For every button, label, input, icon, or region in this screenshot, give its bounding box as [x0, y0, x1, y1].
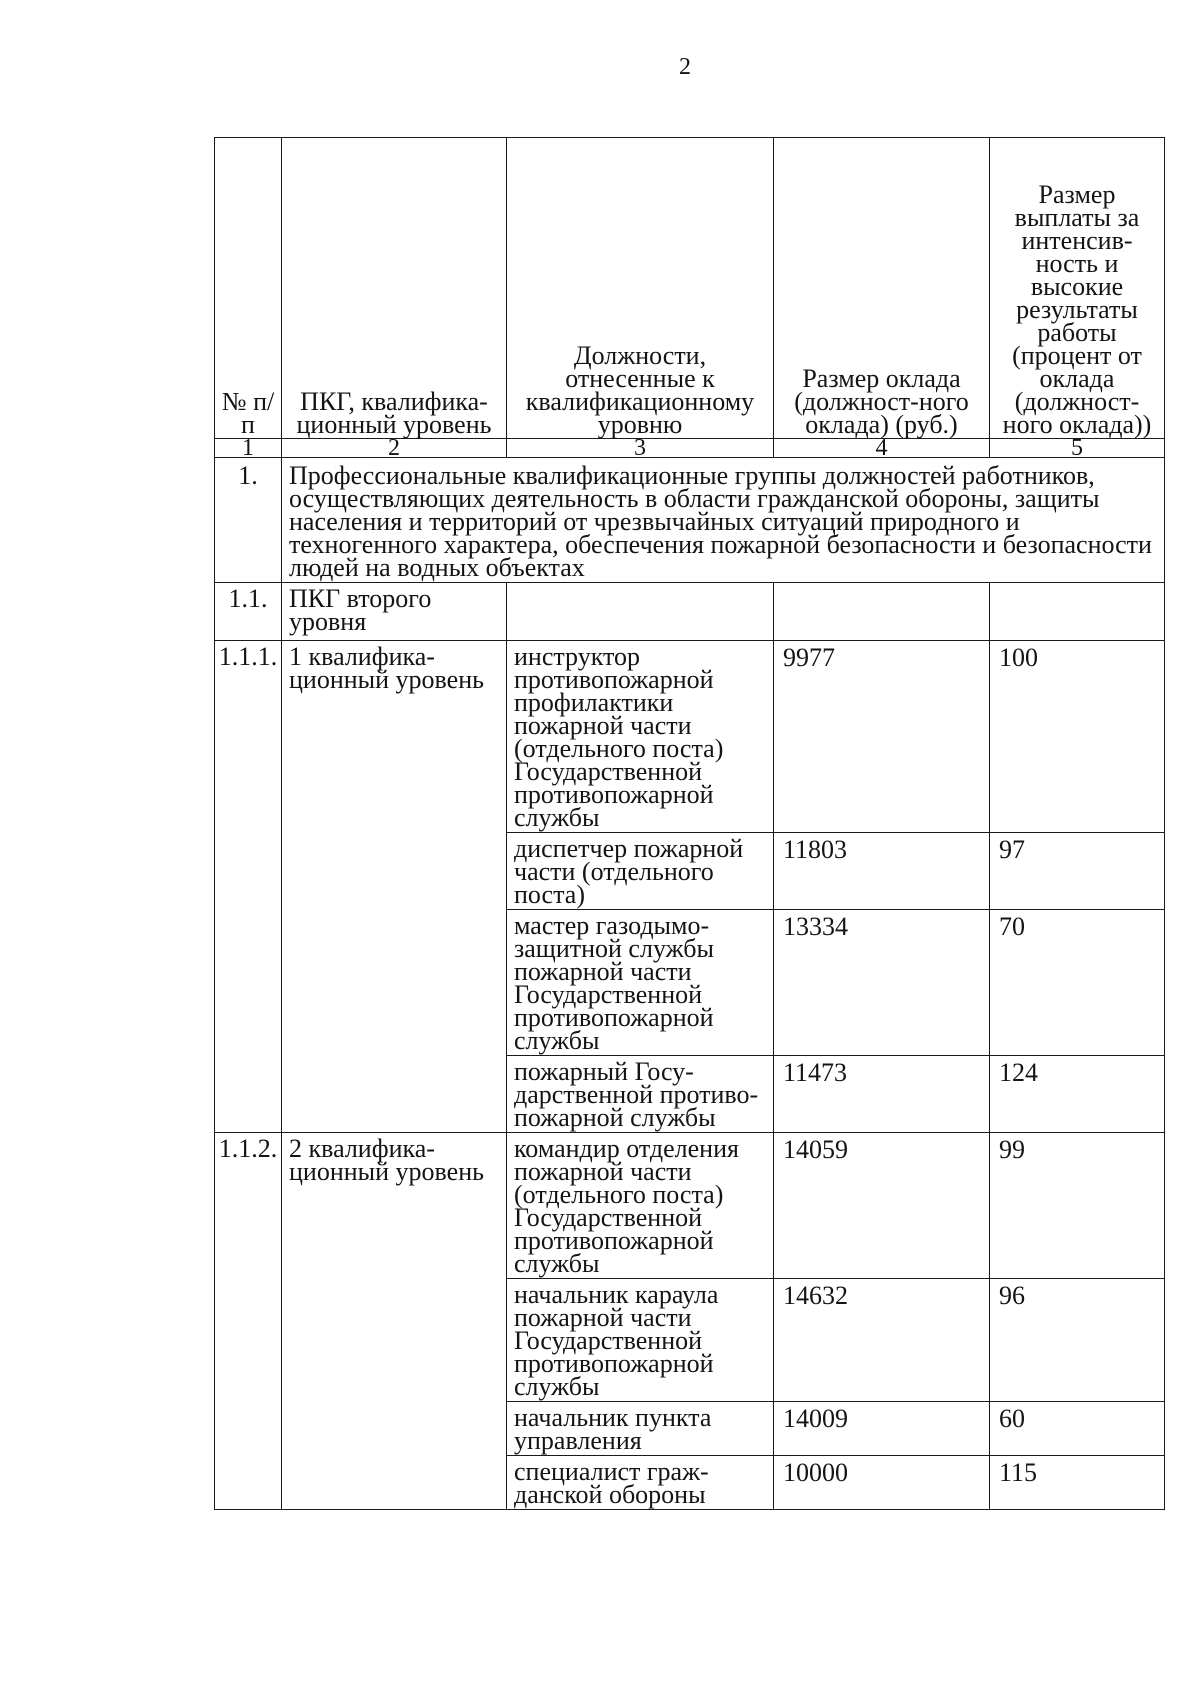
position-title: начальник караула пожарной части Государственной противопожарной службы	[507, 1279, 774, 1402]
level-number: 1.1.2.	[215, 1133, 282, 1510]
bonus-value: 70	[990, 910, 1165, 1056]
salary-value: 14059	[774, 1133, 990, 1279]
salary-value: 14009	[774, 1402, 990, 1456]
position-title: диспетчер пожарной части (отдельного поста)	[507, 833, 774, 910]
bonus-value: 115	[990, 1456, 1165, 1510]
header-number: № п/п	[215, 138, 282, 439]
empty-cell	[507, 583, 774, 641]
bonus-value: 96	[990, 1279, 1165, 1402]
bonus-value: 100	[990, 641, 1165, 833]
table-row	[215, 1133, 1165, 1279]
header-pkg-level: ПКГ, квалифика-ционный уровень	[282, 138, 507, 439]
bonus-value: 97	[990, 833, 1165, 910]
section-title: Профессиональные квалификационные группы должностей работников, осуществляющих деятельность в области гражданской обороны, защиты населения и территорий от чрезвычайных ситуаций природного и техногенного характера, обеспечения пожарной безопасности и безопасности людей на водных объектах	[282, 458, 1165, 583]
header-salary: Размер оклада (должност-ного оклада) (руб.)	[774, 138, 990, 439]
column-number: 5	[990, 439, 1165, 458]
salary-table-container	[214, 137, 1164, 1510]
level-name: 2 квалифика-ционный уровень	[282, 1133, 507, 1510]
salary-value: 14632	[774, 1279, 990, 1402]
group-name: ПКГ второго уровня	[282, 583, 507, 641]
column-number: 2	[282, 439, 507, 458]
level-name: 1 квалифика-ционный уровень	[282, 641, 507, 1133]
section-number: 1.	[215, 458, 282, 583]
table-row	[215, 641, 1165, 833]
salary-value: 9977	[774, 641, 990, 833]
position-title: специалист граж-данской обороны	[507, 1456, 774, 1510]
position-title: инструктор противопожарной профилактики пожарной части (отдельного поста) Государственной противопожарной службы	[507, 641, 774, 833]
bonus-value: 99	[990, 1133, 1165, 1279]
empty-cell	[774, 583, 990, 641]
position-title: командир отделения пожарной части (отдельного поста) Государственной противопожарной службы	[507, 1133, 774, 1279]
column-number: 4	[774, 439, 990, 458]
section-row	[215, 458, 1165, 583]
header-bonus: Размер выплаты за интенсив-ность и высокие результаты работы (процент от оклада (должност-ного оклада))	[990, 138, 1165, 439]
header-positions: Должности, отнесенные к квалификационному уровню	[507, 138, 774, 439]
bonus-value: 60	[990, 1402, 1165, 1456]
salary-table	[214, 137, 1165, 1510]
group-row	[215, 583, 1165, 641]
empty-cell	[990, 583, 1165, 641]
column-number: 3	[507, 439, 774, 458]
column-numbers-row	[215, 439, 1165, 458]
salary-value: 11803	[774, 833, 990, 910]
group-number: 1.1.	[215, 583, 282, 641]
salary-value: 10000	[774, 1456, 990, 1510]
table-header-row	[215, 138, 1165, 439]
page-number: 2	[679, 54, 691, 80]
position-title: мастер газодымо-защитной службы пожарной части Государственной противопожарной службы	[507, 910, 774, 1056]
salary-value: 13334	[774, 910, 990, 1056]
bonus-value: 124	[990, 1056, 1165, 1133]
position-title: начальник пункта управления	[507, 1402, 774, 1456]
level-number: 1.1.1.	[215, 641, 282, 1133]
salary-value: 11473	[774, 1056, 990, 1133]
position-title: пожарный Госу-дарственной противо-пожарной службы	[507, 1056, 774, 1133]
column-number: 1	[215, 439, 282, 458]
